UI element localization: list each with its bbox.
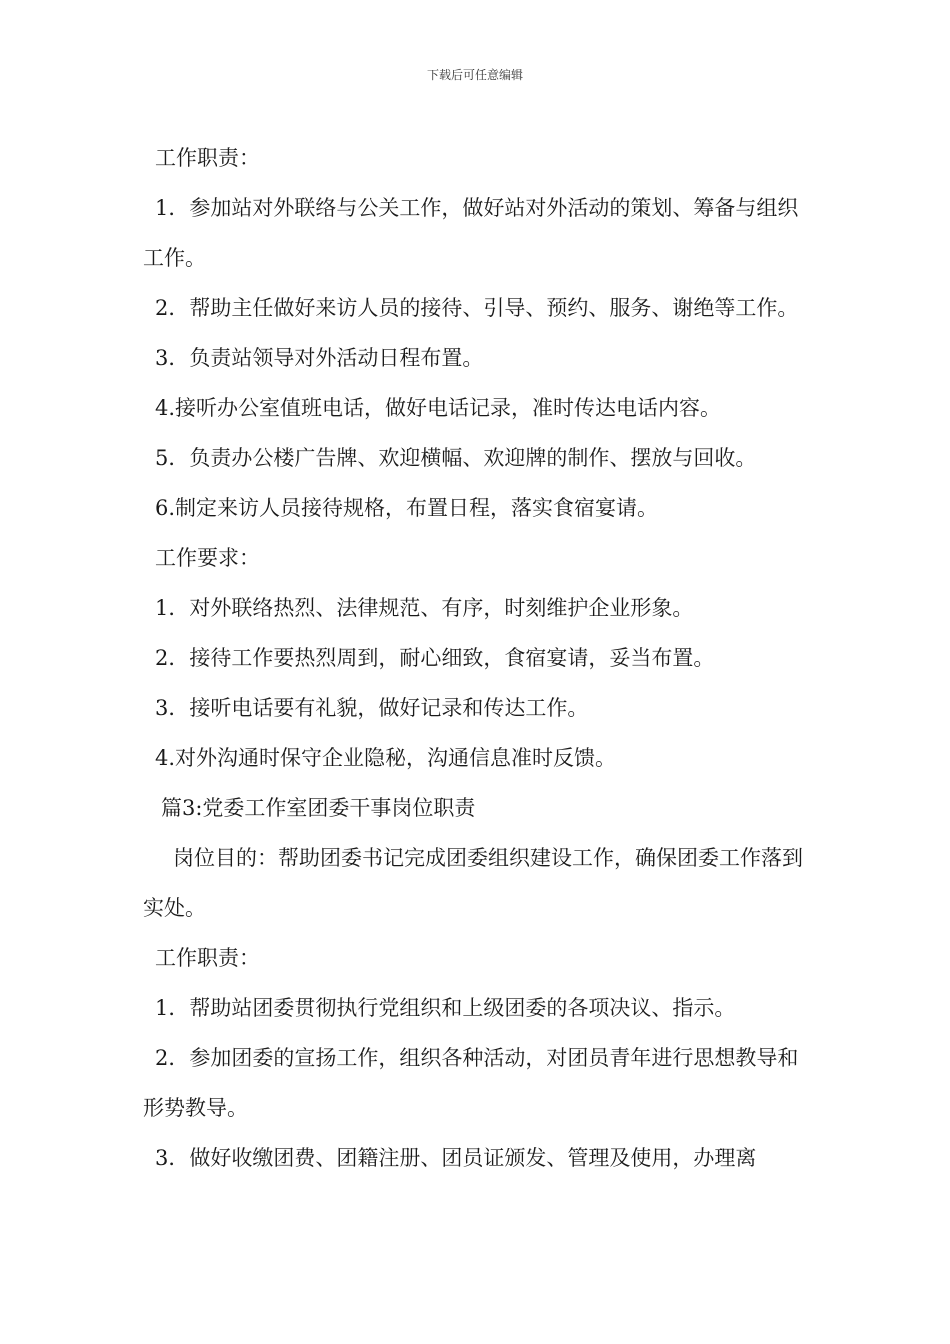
duty-item-4: 4.接听办公室值班电话，做好电话记录，准时传达电话内容。 [155, 396, 722, 420]
duty-item-2-1: 1．帮助站团委贯彻执行党组织和上级团委的各项决议、指示。 [155, 996, 736, 1020]
duty-item-2-3: 3．做好收缴团费、团籍注册、团员证颁发、管理及使用，办理离 [155, 1146, 757, 1170]
section-heading-requirements: 工作要求： [155, 546, 260, 570]
page-header-note: 下载后可任意编辑 [426, 68, 523, 82]
duty-item-2: 2．帮助主任做好来访人员的接待、引导、预约、服务、谢绝等工作。 [155, 296, 799, 320]
requirement-item-1: 1．对外联络热烈、法律规范、有序，时刻维护企业形象。 [155, 596, 694, 620]
position-purpose: 岗位目的：帮助团委书记完成团委组织建设工作，确保团委工作落到实处。 [143, 846, 803, 920]
requirement-item-3: 3．接听电话要有礼貌，做好记录和传达工作。 [155, 696, 589, 720]
document-body [143, 133, 807, 1183]
section-heading-duties: 工作职责： [155, 146, 260, 170]
duty-item-2-2: 2．参加团委的宣扬工作，组织各种活动，对团员青年进行思想教导和形势教导。 [143, 1046, 799, 1120]
duty-item-6: 6.制定来访人员接待规格，布置日程，落实食宿宴请。 [155, 496, 659, 520]
section-heading-duties-2: 工作职责： [155, 946, 260, 970]
chapter-title: 篇3:党委工作室团委干事岗位职责 [161, 796, 476, 820]
duty-item-3: 3．负责站领导对外活动日程布置。 [155, 346, 484, 370]
duty-item-1: 1．参加站对外联络与公关工作，做好站对外活动的策划、筹备与组织工作。 [143, 196, 799, 270]
duty-item-5: 5．负责办公楼广告牌、欢迎横幅、欢迎牌的制作、摆放与回收。 [155, 446, 757, 470]
requirement-item-2: 2．接待工作要热烈周到，耐心细致，食宿宴请，妥当布置。 [155, 646, 715, 670]
requirement-item-4: 4.对外沟通时保守企业隐秘，沟通信息准时反馈。 [155, 746, 617, 770]
